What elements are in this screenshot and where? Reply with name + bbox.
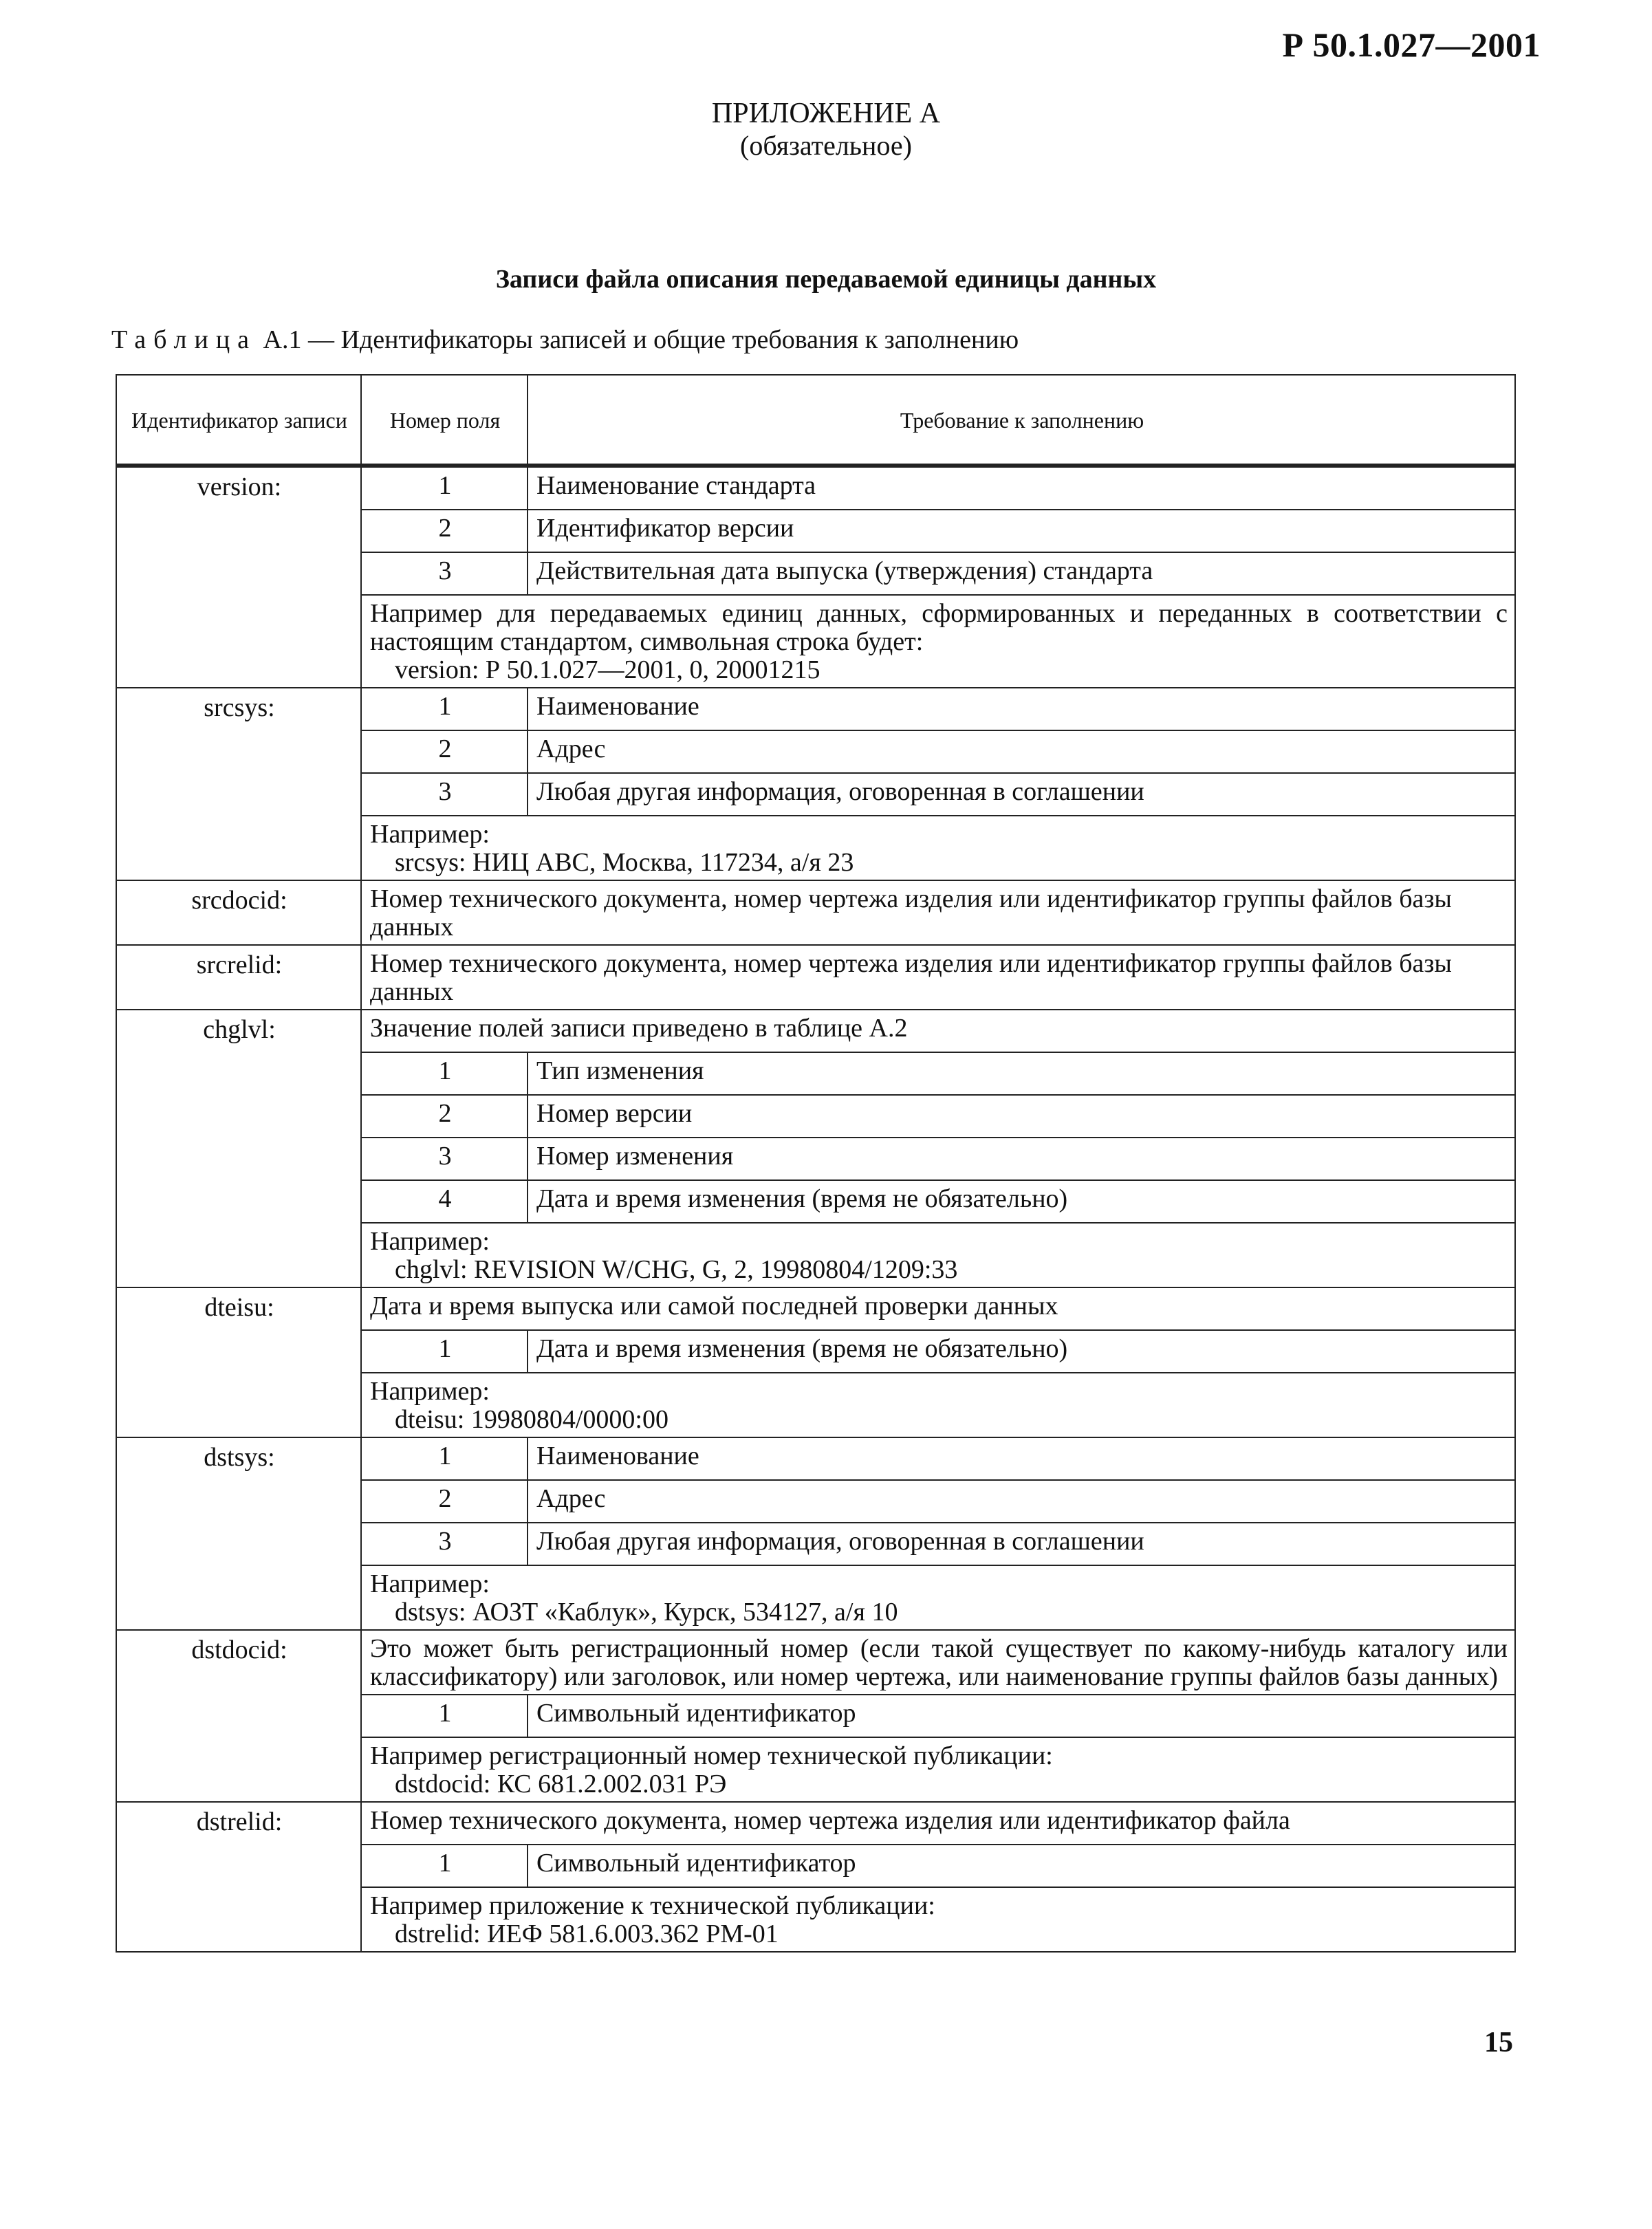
record-id: dstdocid: [116,1630,361,1802]
field-number: 1 [361,1845,528,1887]
record-id: chglvl: [116,1010,361,1287]
section-title: Записи файла описания передаваемой единицы данных [495,265,1157,294]
field-requirement: Наименование [528,1437,1515,1480]
example-value: dteisu: 19980804/0000:00 [395,1405,669,1434]
record-id: dstsys: [116,1437,361,1630]
example-value: chglvl: REVISION W/CHG, G, 2, 19980804/1209:33 [395,1255,958,1284]
appendix-title: ПРИЛОЖЕНИЕ А [711,98,941,129]
example-cell [361,1887,1515,1952]
field-requirement: Адрес [528,1480,1515,1523]
record-id: srcrelid: [116,945,361,1010]
example-note: Например: [370,1569,490,1598]
field-number: 1 [361,1437,528,1480]
records-table [116,374,1516,1953]
field-number: 3 [361,552,528,595]
example-note: Например регистрационный номер технической публикации: [370,1741,1053,1770]
header-record-id: Идентификатор записи [116,375,361,466]
record-id: dteisu: [116,1287,361,1437]
field-requirement: Номер версии [528,1095,1515,1138]
field-number: 3 [361,773,528,816]
example-value: srcsys: НИЦ АВС, Москва, 117234, а/я 23 [395,848,854,877]
table-caption-text: А.1 — Идентификаторы записей и общие требования к заполнению [257,325,1019,354]
field-number: 2 [361,730,528,773]
table-row [116,1630,1515,1695]
field-number: 2 [361,1095,528,1138]
example-cell [361,1223,1515,1287]
appendix-subtitle: (обязательное) [740,130,912,161]
field-requirement: Символьный идентификатор [528,1845,1515,1887]
table-header-row [116,375,1515,466]
table-row [116,880,1515,945]
field-number: 2 [361,1480,528,1523]
record-id: srcdocid: [116,880,361,945]
table-caption [111,323,1556,356]
example-cell [361,816,1515,880]
header-field-number: Номер поля [361,375,528,466]
example-value: dstrelid: ИЕФ 581.6.003.362 РМ-01 [395,1920,779,1948]
example-value: dstdocid: КС 681.2.002.031 РЭ [395,1770,727,1798]
record-id: dstrelid: [116,1802,361,1952]
field-requirement: Номер изменения [528,1138,1515,1180]
example-note: Например для передаваемых единиц данных, сформированных и переданных в соответствии с настоящим стандартом, символьная строка будет: [370,599,1508,656]
field-requirement: Любая другая информация, оговоренная в соглашении [528,773,1515,816]
example-cell [361,1373,1515,1437]
field-number: 1 [361,1695,528,1737]
table-row [116,1437,1515,1480]
field-number: 1 [361,1052,528,1095]
field-requirement: Дата и время изменения (время не обязательно) [528,1330,1515,1373]
example-note: Например: [370,1227,490,1256]
document-code: Р 50.1.027—2001 [1282,25,1541,64]
record-requirement: Номер технического документа, номер чертежа изделия или идентификатор группы файлов базы данных [361,880,1515,945]
record-id: srcsys: [116,688,361,880]
record-intro: Дата и время выпуска или самой последней проверки данных [361,1287,1515,1330]
record-requirement: Номер технического документа, номер чертежа изделия или идентификатор группы файлов базы данных [361,945,1515,1010]
field-requirement: Тип изменения [528,1052,1515,1095]
record-id: version: [116,466,361,688]
table-row [116,1287,1515,1330]
field-requirement: Наименование [528,688,1515,730]
field-number: 1 [361,688,528,730]
record-intro: Номер технического документа, номер чертежа изделия или идентификатор файла [361,1802,1515,1845]
example-note: Например приложение к технической публикации: [370,1891,935,1920]
table-row [116,945,1515,1010]
table-row [116,1802,1515,1845]
page-number: 15 [1484,2027,1513,2058]
example-value: version: Р 50.1.027—2001, 0, 20001215 [395,655,820,684]
header-requirement: Требование к заполнению [528,375,1515,466]
example-value: dstsys: АОЗТ «Каблук», Курск, 534127, а/я 10 [395,1598,898,1627]
field-requirement: Адрес [528,730,1515,773]
table-row [116,1010,1515,1052]
field-requirement: Дата и время изменения (время не обязательно) [528,1180,1515,1223]
field-requirement: Любая другая информация, оговоренная в соглашении [528,1523,1515,1565]
example-cell [361,1737,1515,1802]
example-note: Например: [370,820,490,849]
table-caption-prefix: Таблица [111,325,257,354]
field-requirement: Действительная дата выпуска (утверждения) стандарта [528,552,1515,595]
table-row [116,466,1515,510]
field-number: 4 [361,1180,528,1223]
example-cell [361,1565,1515,1630]
record-intro: Значение полей записи приведено в таблице А.2 [361,1010,1515,1052]
field-number: 3 [361,1523,528,1565]
field-requirement: Наименование стандарта [528,466,1515,510]
example-note: Например: [370,1377,490,1406]
field-number: 1 [361,1330,528,1373]
table-row [116,688,1515,730]
field-number: 3 [361,1138,528,1180]
field-requirement: Символьный идентификатор [528,1695,1515,1737]
field-number: 1 [361,466,528,510]
record-intro: Это может быть регистрационный номер (если такой существует по какому-нибудь каталогу или классификатору) или заголовок, или номер чертежа, или наименование группы файлов базы данных) [361,1630,1515,1695]
field-requirement: Идентификатор версии [528,510,1515,552]
example-cell [361,595,1515,688]
field-number: 2 [361,510,528,552]
